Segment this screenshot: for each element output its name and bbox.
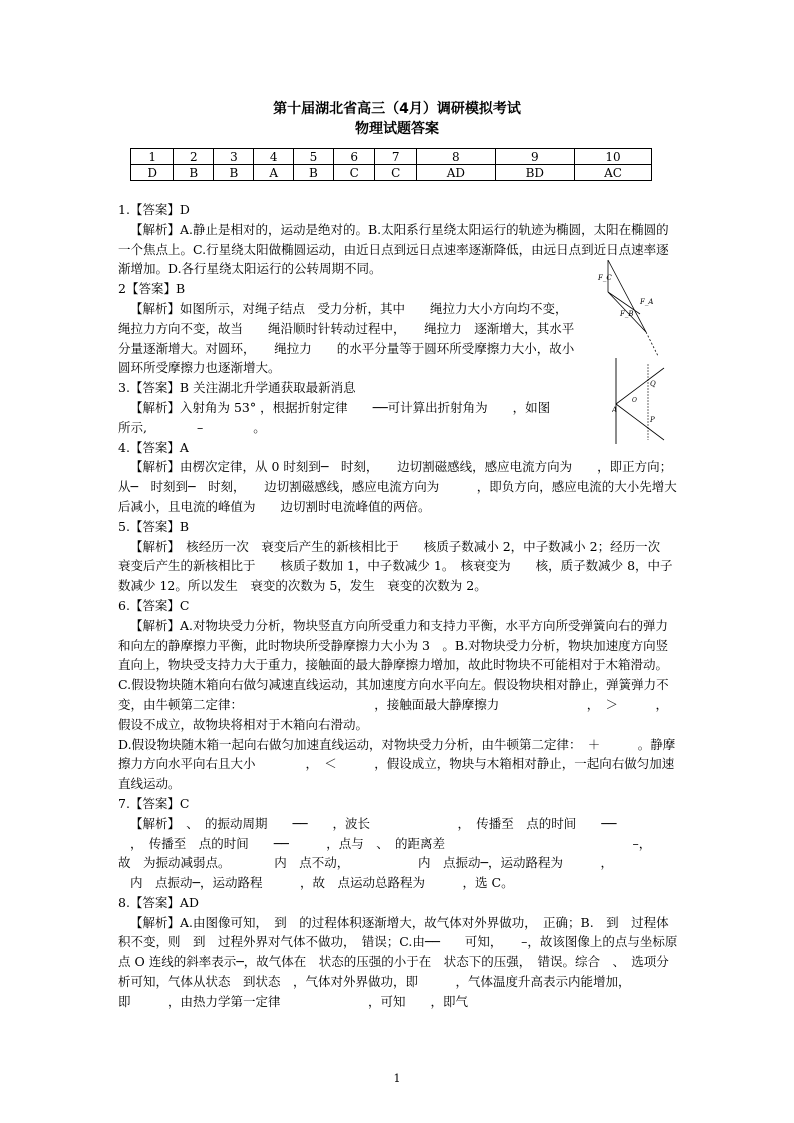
table-cell-question-number: 2: [174, 149, 214, 165]
table-row-numbers: [131, 149, 652, 165]
table-cell-question-number: 7: [375, 149, 417, 165]
table-cell-answer: B: [174, 165, 214, 181]
q8-answer-heading: 8.【答案】AD: [118, 894, 199, 910]
figure-label: F_A: [640, 298, 654, 306]
table-cell-question-number: 4: [254, 149, 293, 165]
table-cell-answer: D: [131, 165, 174, 181]
q6-explanation-cont: D.假设物块随木箱一起向右做匀加速直线运动，对物块受力分析，由牛顿第二定律： ＋ 。静摩擦力方向水平向右且大小 ， ＜ ，假设成立，物块与木箱相对静止，一起向右做匀加速直线运动。: [118, 736, 676, 792]
q7-explanation-line: ， 传播至 点的时间 ── ，点与 、 的距离差 –，: [130, 835, 652, 851]
q6-explanation: 【解析】A.对物块受力分析，物块竖直方向所受重力和支持力平衡，水平方向所受弹簧向右的弹力和向左的静摩擦力平衡，此时物块所受静摩擦力大小为 3 。B.对物块受力分析，物块加速度方向竖直向上，物块受支持力大于重力，接触面的最大静摩擦力增加，故此时物块不可能相对于木箱滑动。C.假设物块随木箱向右做匀减速直线运动，其加速度方向水平向左。假设物块相对静止，弹簧弹力不变，由牛顿第二定律： ，接触面最大静摩擦力 ， ＞ ，假设不成立，故物块将相对于木箱向右滑动。: [118, 617, 669, 732]
q2-answer-heading: 2【答案】B: [118, 281, 186, 297]
table-cell-answer: C: [375, 165, 417, 181]
q3-explanation: 【解析】入射角为 53° ，根据折射定律 ──可计算出折射角为 ，如图: [130, 399, 551, 415]
q3-explanation-cont: 所示, – 。: [118, 419, 266, 435]
page-number: 1: [393, 1072, 401, 1085]
table-cell-answer: B: [214, 165, 254, 181]
table-cell-question-number: 1: [131, 149, 174, 165]
table-cell-question-number: 6: [333, 149, 375, 165]
table-row-answers: [131, 165, 652, 181]
table-cell-question-number: 3: [214, 149, 254, 165]
q7-explanation-line: 故 为振动减弱点。 内 点不动， 内 点振动─，运动路程为 ，: [118, 855, 614, 871]
table-cell-question-number: 10: [575, 149, 652, 165]
table-cell-question-number: 8: [417, 149, 496, 165]
figure-label: P: [650, 416, 655, 424]
table-cell-answer: AC: [575, 165, 652, 181]
table-cell-question-number: 5: [293, 149, 333, 165]
table-cell-answer: BD: [495, 165, 574, 181]
q1-answer-heading: 1.【答案】D: [118, 202, 190, 217]
q7-explanation-line: 【解析】 、 的振动周期 ── ，波长 ， 传播至 点的时间 ──: [130, 815, 617, 831]
q4-explanation: 【解析】由楞次定律，从 0 时刻到─ 时刻， 边切割磁感线，感应电流方向为 ，即正方向；从─ 时刻到─ 时刻， 边切割磁感线，感应电流方向为 ，即负方向，感应电流的大小先增大后减小，且电流的峰值为 边切割时电流峰值的两倍。: [118, 459, 677, 514]
q5-explanation: 【解析】 核经历一次 衰变后产生的新核相比于 核质子数减小 2，中子数减小 2；经历一次 衰变后产生的新核相比于 核质子数加 1，中子数减少 1。 核衰变为 核，质子数减少 8，中子数减少 12。所以发生 衰变的次数为 5，发生 衰变的次数为 2。: [118, 538, 673, 594]
figure-label: Q: [650, 380, 656, 388]
table-cell-question-number: 9: [495, 149, 574, 165]
answer-table: [130, 148, 652, 181]
table-cell-answer: A: [254, 165, 293, 181]
page-title: 第十届湖北省高三（4月）调研模拟考试: [273, 101, 521, 117]
q3-answer-heading: 3.【答案】B 关注湖北升学通获取最新消息: [118, 380, 356, 396]
answer-content: [118, 200, 678, 1012]
figure-label: A: [612, 406, 618, 414]
q1-explanation: 【解析】A.静止是相对的，运动是绝对的。B.太阳系行星绕太阳运行的轨迹为椭圆，太阳在椭圆的一个焦点上。C.行星绕太阳做椭圆运动，由近日点到远日点速率逐渐降低，由远日点到近日点速率逐渐增加。D.各行星绕太阳运行的公转周期不同。: [118, 221, 669, 277]
q6-answer-heading: 6.【答案】C: [118, 597, 190, 613]
figure-label: F_B: [620, 310, 634, 318]
table-cell-answer: B: [293, 165, 333, 181]
q4-answer-heading: 4.【答案】A: [118, 439, 189, 455]
table-cell-answer: C: [333, 165, 375, 181]
q2-explanation: 【解析】如图所示，对绳子结点 受力分析，其中 绳拉力大小方向均不变， 绳拉力方向不变，故当 绳沿顺时针转动过程中， 绳拉力 逐渐增大，其水平分量逐渐增大。对圆环， 绳拉力 的水平分量等于圆环所受摩擦力大小，故小圆环所受摩擦力也逐渐增大。: [118, 300, 587, 376]
page-subtitle: 物理试题答案: [355, 121, 439, 137]
table-cell-answer: AD: [417, 165, 496, 181]
q7-explanation-line: 内 点振动─，运动路程 ，故 点运动总路程为 ，选 C。: [130, 875, 514, 891]
q8-explanation: 【解析】A.由图像可知， 到 的过程体积逐渐增大，故气体对外界做功， 正确；B. 到 过程体积不变，则 到 过程外界对气体不做功， 错误；C.由── 可知， –，故该图像上的点与坐标原点 O 连线的斜率表示─，故气体在 状态的压强的小于在 状态下的压强， 错误。综合 、 选项分析可知，气体从状态 到状态 ，气体对外界做功，即 ，气体温度升高表示内能增加，即 ，由热力学第一定律 ，可知 ，即气: [118, 914, 678, 1009]
q7-answer-heading: 7.【答案】C: [118, 795, 190, 811]
q5-answer-heading: 5.【答案】B: [118, 518, 190, 534]
figure-label: F_C: [598, 274, 612, 282]
figure-label: O: [632, 397, 637, 404]
